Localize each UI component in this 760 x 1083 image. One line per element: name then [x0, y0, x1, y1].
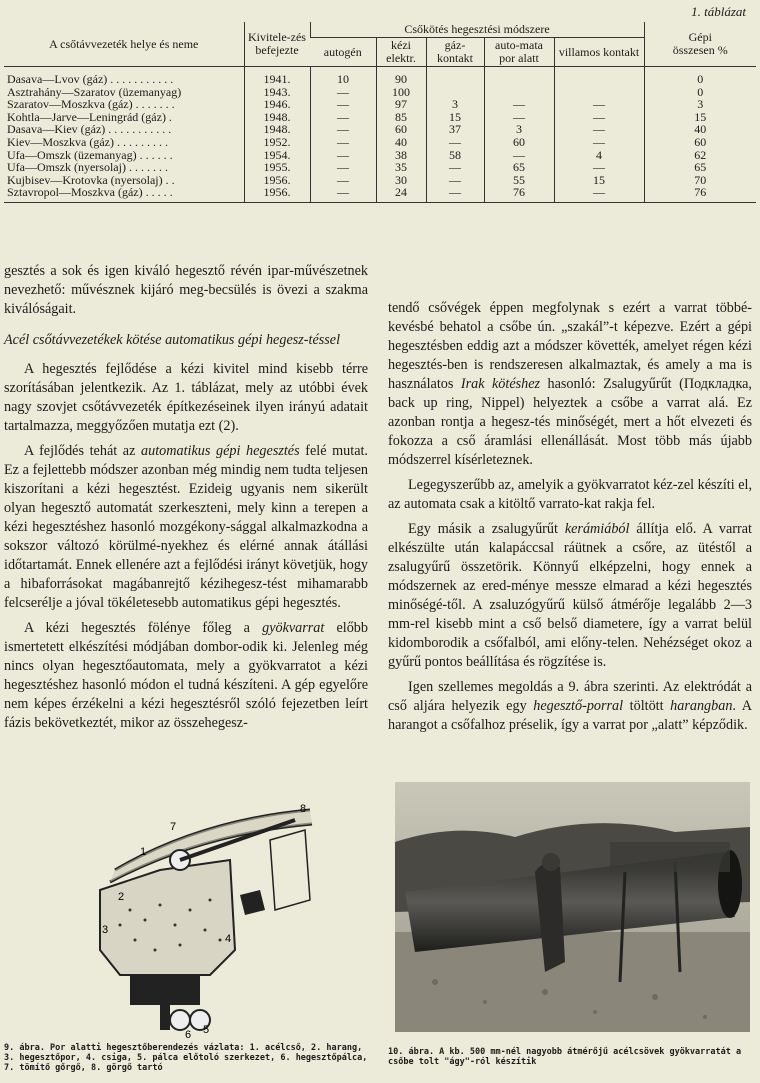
table-cell-auto: —	[484, 111, 554, 124]
section-heading: Acél csőtávvezetékek kötése automatikus gépi hegesz-téssel	[4, 332, 341, 348]
header-gaz: gáz-kontakt	[426, 38, 484, 67]
figure-10-caption: 10. ábra. A kb. 500 mm-nél nagyobb átmérőjű acélcsövek gyökvarratát a csőbe tolt "ágy"-ról készítik	[388, 1047, 742, 1067]
right-paragraph-1: tendő csővégek éppen megfolynak s ezért a varrat többé-kevésbé behatol a csőbe ún. „szakál”-t képezve. Ezért a gépi hegesztésben eddig azt a módszer követték, amelyet régen kézi hegesztés-ben is rendszeresen alkalmaztak, és amely a ma is használatos Irak kötéshez hasonló: Zsalugyűrűt (Подкладка, back up ring, Nippel) helyeztek a csőbe a varrat alá. Ez azonban rontja a hegesz-tés minőségét, mert a hőt elvezeti és fokozza a cső áramlási ellenállását. Most több más újabb módszerrel kísérleteznek.	[388, 300, 752, 468]
table-cell-autogen: —	[310, 111, 376, 124]
table-cell-total: 0	[644, 67, 756, 86]
table-cell-total: 0	[644, 86, 756, 99]
table-cell-kezi: 97	[376, 98, 426, 111]
table-cell-name: Ufa—Omszk (üzemanyag) . . . . . .	[7, 147, 173, 162]
table-cell-total: 40	[644, 123, 756, 136]
table-cell-kezi: 60	[376, 123, 426, 136]
left-paragraph-2: A hegesztés fejlődése a kézi kivitel mind kisebb térre szorításában jelentkezik. Az 1. táblázat, mely az utóbbi évek nagy szovjet csőtávvezeték építkezéseinek ilyen irányú adatait tartalmazza, meggyőzően mutatja ezt (2).	[4, 361, 368, 434]
figure-9-label-4: 4	[225, 933, 232, 945]
table-cell-kezi: 90	[376, 67, 426, 86]
figure-9-label-6: 6	[185, 1029, 192, 1040]
table-cell-name: Kohtla—Jarve—Leningrád (gáz) .	[7, 109, 172, 124]
figure-9-label-2: 2	[118, 891, 125, 903]
table-cell-auto: 76	[484, 186, 554, 202]
table-cell-name: Kujbisev—Krotovka (nyersolaj) . .	[7, 172, 175, 187]
table-cell-name: Dasava—Kiev (gáz) . . . . . . . . . . .	[7, 122, 172, 137]
table-row	[4, 98, 756, 111]
figure-9-label-3: 3	[102, 924, 109, 936]
table-cell-total: 65	[644, 161, 756, 174]
table-cell-autogen: —	[310, 98, 376, 111]
table-cell-villamos: 4	[554, 149, 644, 162]
table-cell-gaz: —	[426, 136, 484, 149]
table-cell-total: 15	[644, 111, 756, 124]
right-paragraph-4: Igen szellemes megoldás a 9. ábra szerinti. Az elektródát a cső aljára helyezik egy hegesztő-porral töltött harangban. A harangot a csőfalhoz préselik, így a varrat por „alatt” képződik.	[388, 679, 753, 733]
table-cell-autogen: —	[310, 86, 376, 99]
table-cell-kezi: 40	[376, 136, 426, 149]
figure-9-label-5: 5	[203, 1024, 210, 1036]
header-place: A csőtávvezeték helye és neme	[4, 22, 244, 67]
table-cell-year: 1946.	[244, 98, 310, 111]
figure-9-welding-apparatus-drawing	[60, 800, 380, 1040]
table-cell-autogen: —	[310, 149, 376, 162]
table-cell-autogen: —	[310, 136, 376, 149]
table-cell-autogen: 10	[310, 67, 376, 86]
table-cell-total: 60	[644, 136, 756, 149]
table-row	[4, 136, 756, 149]
header-completed: Kivitele-zés befejezte	[244, 22, 310, 67]
table-cell-year: 1948.	[244, 111, 310, 124]
table-cell-year: 1948.	[244, 123, 310, 136]
table-cell-total: 76	[644, 186, 756, 202]
table-cell-gaz: 37	[426, 123, 484, 136]
table-cell-villamos	[554, 67, 644, 86]
pipeline-welding-table	[4, 22, 756, 203]
table-cell-year: 1956.	[244, 174, 310, 187]
table-cell-gaz: 15	[426, 111, 484, 124]
header-autogen: autogén	[310, 38, 376, 67]
table-cell-auto: 55	[484, 174, 554, 187]
table-cell-kezi: 30	[376, 174, 426, 187]
right-paragraph-3: Egy másik a zsalugyűrűt kerámiából állítja elő. A varrat elkészülte után kalapáccsal ráütnek a csőre, az ütéstől a zsalugyűrű összetörik. Könnyű elképzelni, hogy ennek a módszernek az ered-ménye messze elmarad a kézi hegesztés minőségé-től. A zsaluzógyűrű külső átmérője legalább 2—3 mm-rel kisebb mint a cső belső diametere, így a varrat belül kidomborodik a csőfalból, ami előny-telen. Nehézséget okoz a gyűrű pontos beállítása és rögzítése is.	[388, 521, 752, 670]
left-column	[4, 262, 368, 739]
table-cell-auto: 60	[484, 136, 554, 149]
table-cell-name: Kiev—Moszkva (gáz) . . . . . . . . .	[7, 134, 168, 149]
table-cell-name: Ufa—Omszk (nyersolaj) . . . . . . .	[7, 160, 168, 175]
table-row	[4, 67, 756, 86]
table-cell-auto: —	[484, 149, 554, 162]
table-cell-villamos: —	[554, 111, 644, 124]
table-cell-villamos: —	[554, 98, 644, 111]
table-cell-gaz: 58	[426, 149, 484, 162]
table-cell-name: Sztavropol—Moszkva (gáz) . . . . .	[4, 186, 244, 202]
table-cell-name: Asztrahány—Szaratov (üzemanyag)	[7, 84, 182, 99]
left-paragraph-1: gesztés a sok és igen kiváló hegesztő révén ipar-művészetnek nevezhető: művésznek kijáró meg-becsülés is övezi a szakma kiválóságait.	[4, 263, 368, 317]
table-cell-autogen: —	[310, 123, 376, 136]
right-column	[388, 299, 752, 741]
table-cell-kezi: 24	[376, 186, 426, 202]
left-paragraph-4: A kézi hegesztés fölénye főleg a gyökvarrat előbb ismertetett elkészítési módjában dombor-odik ki. Jelenleg még nincs olyan hegesztőautomata, mely a gyökvarratot a kézi hegesztéshez hasonló módon el tudná készíteni. A gép egyelőre nem képes érzékelni a kézi hegesztésről szóló fejezetben leírt fázis bekövetkeztét, mikor az összehegesz-	[4, 620, 368, 731]
table-cell-auto: 3	[484, 123, 554, 136]
table-cell-villamos: 15	[554, 174, 644, 187]
table-cell-auto: 65	[484, 161, 554, 174]
figure-10-photo	[395, 782, 750, 1032]
table-cell-autogen: —	[310, 161, 376, 174]
figure-9-label-8: 8	[300, 803, 307, 815]
figure-9-caption: 9. ábra. Por alatti hegesztőberendezés vázlata: 1. acélcső, 2. harang, 3. hegesztőpor, 4. csiga, 5. pálca előtoló szerkezet, 6. hegesztőpálca, 7. tömítő gőrgő, 8. görgő tartó	[4, 1043, 368, 1073]
table-cell-total: 3	[644, 98, 756, 111]
table-label: 1. táblázat	[691, 4, 746, 19]
table-cell-villamos: —	[554, 161, 644, 174]
header-machine-total: Gépi összesen %	[644, 22, 756, 67]
header-villamos: villamos kontakt	[554, 38, 644, 67]
table-cell-gaz: —	[426, 186, 484, 202]
figure-9-label-1: 1	[140, 846, 147, 858]
table-cell-gaz: —	[426, 161, 484, 174]
table-row	[4, 186, 756, 202]
table-row	[4, 161, 756, 174]
table-cell-kezi: 38	[376, 149, 426, 162]
table-cell-autogen: —	[310, 186, 376, 202]
table-cell-gaz: —	[426, 174, 484, 187]
header-method-group: Csőkötés hegesztési módszere	[310, 22, 644, 38]
table-cell-name: Dasava—Lvov (gáz) . . . . . . . . . . .	[7, 72, 174, 86]
table-cell-kezi: 35	[376, 161, 426, 174]
header-auto: auto-mata por alatt	[484, 38, 554, 67]
table-cell-year: 1941.	[244, 67, 310, 86]
table-cell-villamos: —	[554, 123, 644, 136]
table-cell-auto: —	[484, 98, 554, 111]
table-cell-gaz	[426, 67, 484, 86]
table-cell-year: 1956.	[244, 186, 310, 202]
table-cell-villamos: —	[554, 136, 644, 149]
table-cell-total: 70	[644, 174, 756, 187]
table-cell-auto	[484, 67, 554, 86]
figure-9-label-7: 7	[170, 821, 177, 833]
table-cell-name: Szaratov—Moszkva (gáz) . . . . . . .	[7, 97, 175, 112]
table-cell-kezi: 100	[376, 86, 426, 99]
table-cell-year: 1952.	[244, 136, 310, 149]
table-cell-autogen: —	[310, 174, 376, 187]
table-cell-year: 1954.	[244, 149, 310, 162]
table-cell-kezi: 85	[376, 111, 426, 124]
table-cell-year: 1943.	[244, 86, 310, 99]
table-cell-gaz: 3	[426, 98, 484, 111]
header-kezi: kézi elektr.	[376, 38, 426, 67]
table-cell-total: 62	[644, 149, 756, 162]
table-cell-year: 1955.	[244, 161, 310, 174]
right-paragraph-2: Legegyszerűbb az, amelyik a gyökvarratot kéz-zel készíti el, az automata csak a kitöltő varrato-kat rakja fel.	[388, 477, 752, 512]
left-paragraph-3: A fejlődés tehát az automatikus gépi hegesztés felé mutat. Ez a fejlettebb módszer azonban még mindig nem tudta teljesen kiszorítani a kézi hegesztést. Ezideig ugyanis nem sikerült olyan hegesztő automatát szerkeszteni, mely kinn a terepen a kézi hegesztéshez hasonló mozgékony-sággal alkalmazkodna a sokszor változó körülmé-nyekhez és elérné annak átállási időtartamát. Ennek ellenére azt a fejlődési irányt követjük, hogy a hibaforrásokat magábanrejtő kézihegesz-tést mihamarabb felcserélje a jóval tökéletesebb automatikus gépi hegesztés.	[4, 443, 369, 611]
table-cell-villamos: —	[554, 186, 644, 202]
